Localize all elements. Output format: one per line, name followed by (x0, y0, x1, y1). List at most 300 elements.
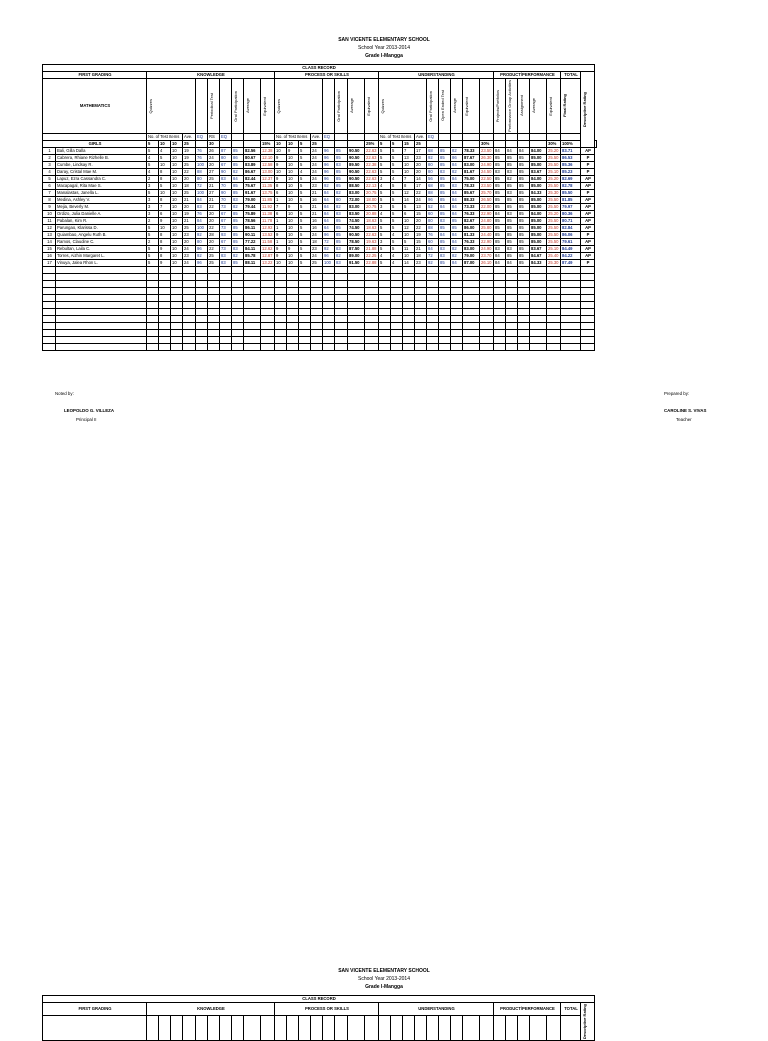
product-score: 84 (506, 259, 518, 266)
blank-cell (561, 308, 581, 315)
student-name: Medina, Ashley V. (56, 196, 147, 203)
blank-cell (480, 266, 494, 273)
process-score: 9 (275, 161, 287, 168)
blank-cell (480, 329, 494, 336)
blank-cell (147, 287, 159, 294)
blank-cell (561, 315, 581, 322)
blank-cell (480, 308, 494, 315)
knowledge-score: 22 (208, 224, 220, 231)
product-score: 85 (494, 196, 506, 203)
blank-cell (581, 287, 595, 294)
blank-cell (183, 343, 196, 350)
understanding-score: 4 (379, 182, 391, 189)
understanding-score: 84 (451, 203, 463, 210)
blank-cell (244, 280, 261, 287)
subject-name: MATHEMATICS (43, 79, 147, 134)
process-score: 9 (275, 175, 287, 182)
knowledge-score: 10 (159, 189, 171, 196)
blank-cell (287, 336, 299, 343)
process-average: 83.00 (348, 189, 365, 196)
blank-cell (335, 322, 348, 329)
understanding-score: 85 (439, 189, 451, 196)
blank-cell (518, 301, 530, 308)
student-name: Quiambao, Angelu Ruth B. (56, 231, 147, 238)
blank-cell (183, 287, 196, 294)
understanding-score: 72 (427, 252, 439, 259)
knowledge-score: 4 (147, 154, 159, 161)
blank-cell (56, 322, 147, 329)
knowledge-equivalent: 11.78 (261, 217, 275, 224)
blank-cell (391, 266, 403, 273)
student-number: 5 (43, 175, 56, 182)
knowledge-score: 76 (196, 154, 208, 161)
k-periodical-head-text: Periodical Test (209, 92, 214, 119)
process-score: 10 (287, 154, 299, 161)
understanding-score: 5 (403, 203, 415, 210)
knowledge-equivalent: 12.58 (261, 161, 275, 168)
subhead-cell (561, 1016, 581, 1041)
blank-cell (56, 336, 147, 343)
knowledge-score: 20 (208, 210, 220, 217)
p-average-head-text: Average (349, 98, 354, 114)
blank-cell (56, 329, 147, 336)
blank-cell (403, 308, 415, 315)
k-item-count: 5 (147, 140, 159, 147)
subhead-cell (403, 1016, 415, 1041)
product-score: 83 (506, 168, 518, 175)
subhead-cell (171, 1016, 183, 1041)
knowledge-score: 85 (232, 147, 244, 154)
understanding-score: 88 (427, 189, 439, 196)
table-cell (530, 140, 547, 147)
understanding-equivalent: 24.50 (480, 168, 494, 175)
knowledge-score: 10 (171, 210, 183, 217)
final-rating: 85.36 (561, 161, 581, 168)
knowledge-score: 83 (220, 175, 232, 182)
blank-cell (506, 294, 518, 301)
blank-cell (275, 273, 287, 280)
knowledge-average: 90.11 (244, 231, 261, 238)
blank-cell (379, 273, 391, 280)
student-row (43, 217, 597, 224)
process-score: 85 (335, 217, 348, 224)
pp-assignment-head (518, 79, 530, 134)
knowledge-score: 25 (183, 161, 196, 168)
blank-cell (287, 294, 299, 301)
blank-cell (403, 287, 415, 294)
understanding-average: 82.67 (463, 217, 480, 224)
table-cell (348, 140, 365, 147)
blank-cell (208, 322, 220, 329)
blank-cell (365, 336, 379, 343)
process-score: 64 (323, 224, 335, 231)
blank-cell (232, 273, 244, 280)
knowledge-score: 76 (196, 147, 208, 154)
blank-cell (220, 343, 232, 350)
knowledge-score: 10 (171, 182, 183, 189)
process-score: 5 (299, 252, 311, 259)
process-score: 83 (335, 259, 348, 266)
process-equivalent: 20.75 (365, 203, 379, 210)
table-cell (518, 140, 530, 147)
knowledge-equivalent: 12.62 (261, 245, 275, 252)
knowledge-score: 87 (220, 147, 232, 154)
process-score: 5 (299, 196, 311, 203)
blank-cell (518, 322, 530, 329)
understanding-score: 10 (403, 161, 415, 168)
process-score: 84 (323, 203, 335, 210)
blank-cell (159, 294, 171, 301)
subhead-cell (379, 1016, 391, 1041)
blank-cell (208, 266, 220, 273)
blank-cell (232, 301, 244, 308)
product-score: 85 (518, 224, 530, 231)
understanding-score: 85 (439, 161, 451, 168)
process-score: 80 (335, 196, 348, 203)
process-average: 74.50 (348, 224, 365, 231)
school-name: SAN VICENTE ELEMENTARY SCHOOL (338, 37, 430, 43)
student-name: Ramos, Claudine C. (56, 238, 147, 245)
subhead-cell (261, 1016, 275, 1041)
blank-cell (147, 273, 159, 280)
blank-cell (581, 343, 595, 350)
final-rating: 82.69 (561, 175, 581, 182)
blank-cell (494, 287, 506, 294)
blank-cell (299, 287, 311, 294)
understanding-score: 84 (451, 189, 463, 196)
blank-cell (506, 280, 518, 287)
group-understanding: UNDERSTANDING (379, 72, 494, 79)
u-item-count: 5 (379, 140, 391, 147)
knowledge-score: 83 (220, 259, 232, 266)
knowledge-score: 23 (183, 252, 196, 259)
table-cell (335, 140, 348, 147)
knowledge-score: 5 (147, 259, 159, 266)
process-score: 82 (335, 252, 348, 259)
process-score: 5 (299, 231, 311, 238)
blank-cell (415, 294, 427, 301)
blank-cell (348, 308, 365, 315)
knowledge-score: 80 (220, 154, 232, 161)
principal-title: Principal II (76, 417, 97, 422)
blank-cell (232, 336, 244, 343)
knowledge-score: 10 (171, 231, 183, 238)
process-score: 84 (323, 210, 335, 217)
blank-cell (232, 280, 244, 287)
understanding-average: 83.00 (463, 161, 480, 168)
blank-cell (244, 322, 261, 329)
blank-cell (147, 266, 159, 273)
knowledge-average: 86.67 (244, 168, 261, 175)
blank-cell (323, 315, 335, 322)
understanding-equivalent: 26.30 (480, 154, 494, 161)
process-score: 85 (335, 147, 348, 154)
blank-cell (494, 322, 506, 329)
product-average: 85.00 (530, 154, 547, 161)
blank-row (43, 294, 597, 301)
process-score: 16 (311, 217, 323, 224)
blank-cell (379, 280, 391, 287)
product-score: 85 (506, 182, 518, 189)
blank-cell (299, 280, 311, 287)
blank-cell (518, 336, 530, 343)
k-items-label: No. of Test Items (147, 133, 183, 140)
understanding-equivalent: 26.10 (480, 259, 494, 266)
knowledge-average: 88.11 (244, 259, 261, 266)
process-score: 83 (335, 245, 348, 252)
process-equivalent: 22.63 (365, 154, 379, 161)
process-score: 10 (275, 147, 287, 154)
blank-cell (261, 343, 275, 350)
blank-cell (439, 294, 451, 301)
process-score: 23 (311, 182, 323, 189)
understanding-score: 5 (391, 203, 403, 210)
descriptive-rating: AP (581, 147, 595, 154)
process-score: 85 (335, 231, 348, 238)
process-score: 10 (287, 231, 299, 238)
blank-cell (547, 315, 561, 322)
blank-cell (480, 336, 494, 343)
blank-cell (159, 287, 171, 294)
product-score: 85 (506, 161, 518, 168)
blank-cell (299, 329, 311, 336)
understanding-score: 5 (379, 259, 391, 266)
process-score: 85 (335, 182, 348, 189)
blank-cell (287, 315, 299, 322)
group-header-row (43, 72, 597, 79)
understanding-score: 17 (415, 182, 427, 189)
student-row (43, 210, 597, 217)
blank-cell (323, 280, 335, 287)
subhead-cell (323, 1016, 335, 1041)
process-score: 9 (287, 245, 299, 252)
understanding-score: 5 (391, 189, 403, 196)
k-weight: 15% (261, 140, 275, 147)
product-score: 85 (506, 203, 518, 210)
knowledge-score: 3 (147, 182, 159, 189)
descriptive-rating: AP (581, 182, 595, 189)
blank-cell (275, 294, 287, 301)
knowledge-score: 2 (147, 175, 159, 182)
knowledge-score: 5 (147, 231, 159, 238)
knowledge-equivalent: 13.75 (261, 189, 275, 196)
understanding-score: 5 (403, 238, 415, 245)
student-name: Manalastas, Janella L. (56, 189, 147, 196)
blank-cell (403, 322, 415, 329)
descriptive-rating-head-text: Descriptive Rating (582, 91, 587, 127)
understanding-score: 86 (451, 154, 463, 161)
blank-cell (159, 273, 171, 280)
understanding-score: 85 (451, 224, 463, 231)
descriptive-rating: AP (581, 252, 595, 259)
knowledge-score: 21 (208, 182, 220, 189)
blank-cell (365, 343, 379, 350)
table-cell (494, 140, 506, 147)
subhead-cell (530, 1016, 547, 1041)
process-score: 85 (335, 175, 348, 182)
knowledge-score: 10 (171, 238, 183, 245)
knowledge-score: 70 (220, 196, 232, 203)
blank-cell (561, 273, 581, 280)
blank-cell (323, 273, 335, 280)
student-number: 9 (43, 203, 56, 210)
blank-cell (379, 308, 391, 315)
blank-cell (261, 273, 275, 280)
blank-cell (403, 266, 415, 273)
table-cell (427, 140, 439, 147)
group-total: TOTAL (561, 72, 581, 79)
grade-section: Grade I-Mangga (365, 53, 403, 59)
understanding-score: 84 (439, 231, 451, 238)
knowledge-score: 22 (208, 203, 220, 210)
subhead-cell (244, 1016, 261, 1041)
understanding-score: 5 (391, 161, 403, 168)
knowledge-score: 5 (159, 182, 171, 189)
u-ave-label: Ave. (415, 133, 427, 140)
blank-row (43, 287, 597, 294)
table-cell (494, 133, 506, 140)
grading-period: FIRST GRADING (43, 1003, 147, 1016)
blank-cell (208, 308, 220, 315)
blank-cell (208, 287, 220, 294)
product-average: 84.00 (530, 210, 547, 217)
blank-cell (451, 322, 463, 329)
knowledge-score: 82 (232, 168, 244, 175)
final-rating: 82.84 (561, 224, 581, 231)
blank-cell (196, 308, 208, 315)
process-average: 78.50 (348, 238, 365, 245)
product-score: 84 (494, 210, 506, 217)
understanding-score: 5 (391, 217, 403, 224)
blank-cell (506, 308, 518, 315)
understanding-score: 88 (427, 224, 439, 231)
subhead-cell (196, 1016, 208, 1041)
understanding-equivalent: 24.90 (480, 245, 494, 252)
understanding-score: 5 (379, 245, 391, 252)
k-item-count: 10 (159, 140, 171, 147)
blank-cell (427, 294, 439, 301)
understanding-score: 83 (439, 168, 451, 175)
process-average: 74.50 (348, 217, 365, 224)
process-score: 96 (323, 147, 335, 154)
knowledge-score: 26 (208, 147, 220, 154)
blank-cell (171, 280, 183, 287)
knowledge-equivalent: 12.10 (261, 154, 275, 161)
blank-cell (220, 294, 232, 301)
process-average: 90.50 (348, 168, 365, 175)
blank-cell (220, 266, 232, 273)
blank-cell (43, 308, 56, 315)
blank-cell (530, 266, 547, 273)
understanding-average: 81.33 (463, 231, 480, 238)
product-score: 85 (518, 259, 530, 266)
understanding-score: 4 (391, 252, 403, 259)
blank-cell (348, 287, 365, 294)
understanding-score: 8 (403, 182, 415, 189)
process-score: 5 (299, 161, 311, 168)
knowledge-average: 91.67 (244, 189, 261, 196)
blank-cell (171, 322, 183, 329)
blank-cell (439, 329, 451, 336)
process-score: 10 (287, 189, 299, 196)
subhead-cell (159, 1016, 171, 1041)
blank-cell (159, 315, 171, 322)
p-equivalent-head (365, 79, 379, 134)
table-cell (439, 140, 451, 147)
p-items-label: No. of Test Items (275, 133, 311, 140)
blank-cell (506, 273, 518, 280)
blank-cell (365, 280, 379, 287)
table-cell (595, 140, 597, 147)
blank-cell (208, 336, 220, 343)
knowledge-average: 75.67 (244, 182, 261, 189)
knowledge-score: 5 (159, 154, 171, 161)
knowledge-score: 92 (196, 231, 208, 238)
process-equivalent: 18.63 (365, 217, 379, 224)
student-row (43, 203, 597, 210)
blank-cell (451, 329, 463, 336)
product-score: 85 (506, 252, 518, 259)
understanding-equivalent: 22.50 (480, 175, 494, 182)
blank-cell (391, 343, 403, 350)
descriptive-rating-head-text: Descriptive Rating (582, 1004, 587, 1040)
process-score: 24 (311, 161, 323, 168)
product-average: 84.33 (530, 189, 547, 196)
product-score: 85 (494, 217, 506, 224)
knowledge-score: 85 (232, 161, 244, 168)
understanding-score: 12 (403, 189, 415, 196)
process-score: 96 (323, 175, 335, 182)
blank-cell (439, 301, 451, 308)
understanding-equivalent: 23.70 (480, 252, 494, 259)
blank-cell (196, 280, 208, 287)
understanding-score: 5 (379, 147, 391, 154)
blank-cell (480, 273, 494, 280)
blank-cell (323, 266, 335, 273)
blank-cell (561, 294, 581, 301)
blank-cell (208, 343, 220, 350)
blank-cell (311, 343, 323, 350)
table-cell (365, 133, 379, 140)
labels-row (43, 133, 597, 140)
student-number: 17 (43, 259, 56, 266)
blank-cell (323, 329, 335, 336)
prepared-by-label: Prepared by: (664, 391, 690, 396)
table-cell (506, 140, 518, 147)
blank-cell (311, 266, 323, 273)
knowledge-score: 88 (196, 168, 208, 175)
knowledge-score: 80 (196, 238, 208, 245)
blank-cell (299, 266, 311, 273)
knowledge-score: 96 (196, 259, 208, 266)
knowledge-score: 23 (183, 231, 196, 238)
blank-cell (518, 273, 530, 280)
product-score: 85 (506, 196, 518, 203)
knowledge-score: 10 (171, 224, 183, 231)
table-cell (451, 140, 463, 147)
knowledge-score: 2 (147, 238, 159, 245)
knowledge-score: 10 (171, 217, 183, 224)
group-header-row (43, 1003, 595, 1016)
blank-cell (506, 329, 518, 336)
blank-cell (244, 301, 261, 308)
blank-cell (220, 308, 232, 315)
student-row (43, 154, 597, 161)
blank-cell (183, 280, 196, 287)
blank-cell (299, 294, 311, 301)
blank-cell (196, 315, 208, 322)
subhead-cell (183, 1016, 196, 1041)
